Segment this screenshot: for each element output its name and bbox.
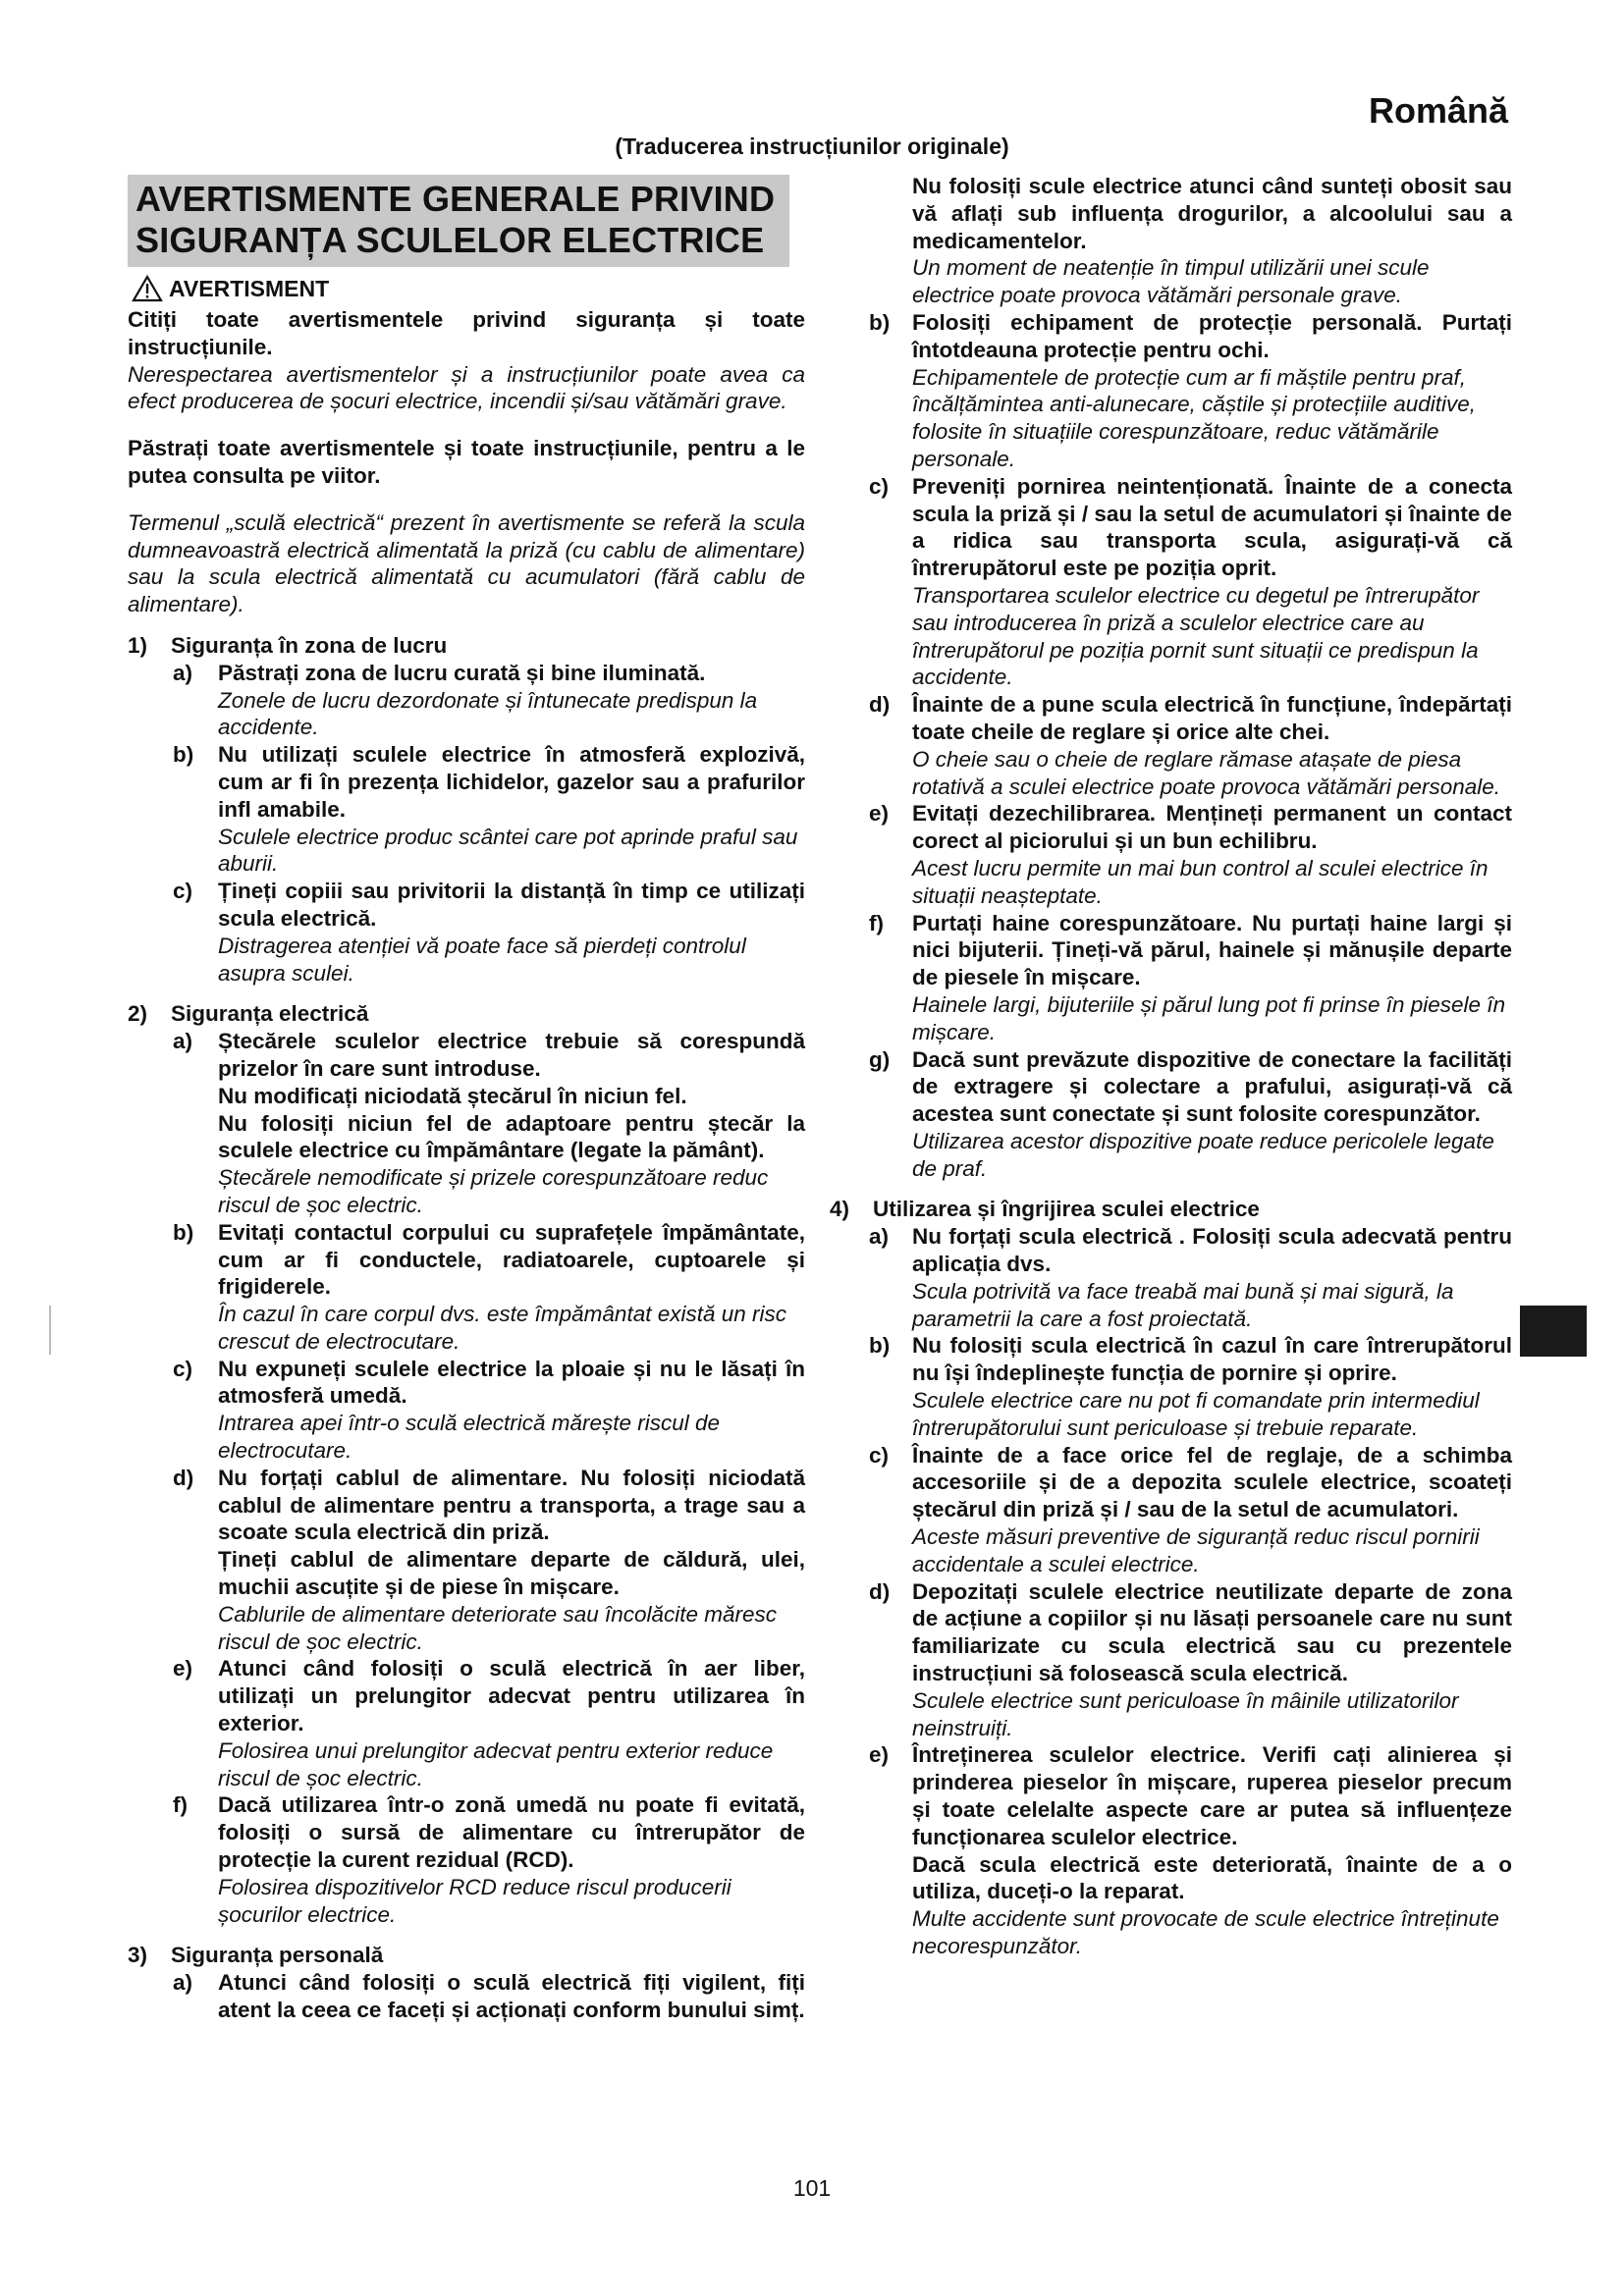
list-item: d) Înainte de a pune scula electrică în funcțiune, îndepărtați toate cheile de reglare și orice alte chei. O cheie sau o cheie de reglare rămase atașate de piesa rotativă a sculei electrice poate provoca vătămări personale.	[869, 692, 1512, 799]
list-item: a) Păstrați zona de lucru curată și bine iluminată. Zonele de lucru dezordonate și întunecate predispun la accidente.	[173, 660, 758, 740]
section-1-heading: 1) Siguranța în zona de lucru	[128, 632, 448, 658]
list-item: e) Întreținerea sculelor electrice. Verifi cați alinierea și prinderea pieselor în mișcare, ruperea pieselor precum și toate celelalte aspecte care ar putea să influențeze funcționarea sculelor electrice. Dacă scula electrică este deteriorată, înainte de a o utiliza, duceți-o la reparat. Multe accidente sunt provocate de scule electrice întreținute necorespunzător.	[869, 1742, 1512, 1958]
document-subtitle: (Traducerea instrucțiunilor originale)	[615, 133, 1009, 159]
list-item: f) Dacă utilizarea într-o zonă umedă nu poate fi evitată, folosiți o sursă de alimentare cu întrerupător de protecție la curent rezidual (RCD). Folosirea dispozitivelor RCD reduce riscul producerii șocurilor electrice.	[173, 1792, 805, 1927]
list-item: g) Dacă sunt prevăzute dispozitive de conectare la facilități de extragere și colectare a prafului, asigurați-vă că acestea sunt conectate și sunt folosite corespunzător. Utilizarea acestor dispozitive poate reduce pericolele legate de praf.	[869, 1046, 1512, 1181]
list-item: a) Nu forțați scula electrică . Folosiți scula adecvată pentru aplicația dvs. Scula potrivită va face treabă mai bună și mai sigură, la parametrii la care a fost proiectată.	[869, 1224, 1512, 1331]
section-4-heading: 4) Utilizarea și îngrijirea sculei electrice	[830, 1197, 1260, 1222]
section-title-line2: SIGURANȚA SCULELOR ELECTRICE	[135, 220, 765, 260]
list-item: c) Preveniți pornirea neintenționată. Înainte de a conecta scula la priză și / sau la setul de acumulatori și înainte de a ridica sau transporta scula, asigurați-vă că întrerupătorul este pe poziția oprit. Transportarea sculelor electrice cu degetul pe întrerupător sau introducerea în priză a sculelor electrice care au întrerupătorul pe poziția pornit sunt situații ce predispun la accidente.	[869, 473, 1512, 690]
list-item: c) Înainte de a face orice fel de reglaje, de a schimba accesoriile și de a depozita sculele electrice, scoateți ștecărul din priză și / sau de la setul de acumulatori. Aceste măsuri preventive de siguranță reduc riscul pornirii accidentale a sculei electrice.	[869, 1442, 1512, 1576]
section-title-box	[128, 175, 789, 267]
warning-heading	[128, 275, 805, 302]
list-item: e) Evitați dezechilibrarea. Mențineți permanent un contact corect al piciorului și un bun echilibru. Acest lucru permite un mai bun control al sculei electrice în situații neașteptate.	[869, 801, 1512, 908]
section-3-heading: 3) Siguranța personală	[128, 1943, 384, 1968]
list-item: b) Evitați contactul corpului cu suprafețele împământate, cum ar fi conductele, radiatoarele, cuptoarele și frigiderele. În cazul în care corpul dvs. este împământat există un risc crescut de electrocutare.	[173, 1219, 805, 1354]
list-item: b) Nu folosiți scula electrică în cazul în care întrerupătorul nu își îndeplinește funcția de pornire și oprire. Sculele electrice care nu pot fi comandate prin intermediul întrerupătorului sunt periculoase și trebuie reparate.	[869, 1333, 1512, 1440]
section-2-heading: 2) Siguranța electrică	[128, 1001, 369, 1027]
section-title-line1: AVERTISMENTE GENERALE PRIVIND	[135, 179, 776, 219]
list-item: d) Nu forțați cablul de alimentare. Nu folosiți niciodată cablul de alimentare pentru a transporta, a trage sau a scoate scula electrică din priză. Țineți cablul de alimentare departe de căldură, ulei, muchii ascuțite și de piese în mișcare. Cablurile de alimentare deteriorate sau încolăcite măresc riscul de șoc electric.	[173, 1465, 805, 1654]
failure-note: Nerespectarea avertismentelor și a instrucțiunilor poate avea ca efect producerea de șocuri electrice, incendii și/sau vătămări grave.	[128, 361, 805, 414]
list-item: c) Nu expuneți sculele electrice la ploaie și nu le lăsați în atmosferă umedă. Intrarea apei într-o sculă electrică mărește riscul de electrocutare.	[173, 1356, 805, 1464]
list-item: c) Țineți copiii sau privitorii la distanță în timp ce utilizați scula electrică. Distragerea atenției vă poate face să pierdeți controlul asupra sculei.	[173, 879, 805, 986]
right-column	[830, 173, 1512, 1960]
list-item: b) Folosiți echipament de protecție personală. Purtați întotdeauna protecție pentru ochi. Echipamentele de protecție cum ar fi măștile pentru praf, încălțămintea anti-alunecare, căștile și protecțiile auditive, folosite în situațiile corespunzătoare, reduc vătămările personale.	[869, 309, 1512, 471]
term-definition: Termenul „sculă electrică“ prezent în avertismente se referă la scula dumneavoastră electrică alimentată la priză (cu cablu de alimentare) sau la scula electrică alimentată cu acumulatori (fără cablu de alimentare).	[128, 509, 805, 617]
list-item-continued: Nu folosiți scule electrice atunci când sunteți obosit sau vă aflați sub influența drogurilor, a alcoolului sau a medicamentelor. Un moment de neatenție în timpul utilizării unei scule electrice poate provoca vătămări personale grave.	[912, 174, 1512, 308]
language-label: Română	[1368, 90, 1508, 131]
list-item: a) Ștecărele sculelor electrice trebuie să corespundă prizelor în care sunt introduse. Nu modificați niciodată ștecărul în niciun fel. Nu folosiți niciun fel de adaptoare pentru ștecăr la sculele electrice cu împământare (legate la pământ). Ștecărele nemodificate și prizele corespunzătoare reduc riscul de șoc electric.	[173, 1029, 805, 1217]
read-all-instructions: Citiți toate avertismentele privind siguranța și toate instrucțiunile.	[128, 307, 805, 359]
language-tab-marker	[1520, 1306, 1587, 1357]
list-item: a) Atunci când folosiți o sculă electrică fiți vigilent, fiți atent la ceea ce faceți și acționați conform bunului simț.	[173, 1970, 805, 2023]
list-item: b) Nu utilizați sculele electrice în atmosferă explozivă, cum ar fi în prezența lichidelor, gazelor sau a prafurilor infl amabile. Sculele electrice produc scântei care pot aprinde praful sau aburii.	[173, 742, 805, 877]
list-item: e) Atunci când folosiți o sculă electrică în aer liber, utilizați un prelungitor adecvat pentru utilizarea în exterior. Folosirea unui prelungitor adecvat pentru exterior reduce riscul de șoc electric.	[173, 1656, 805, 1790]
list-item: f) Purtați haine corespunzătoare. Nu purtați haine largi și nici bijuterii. Țineți-vă părul, hainele și mănușile departe de piesele în mișcare. Hainele largi, bijuteriile și părul lung pot fi prinse în piesele în mișcare.	[869, 910, 1512, 1044]
warning-triangle-icon	[132, 275, 163, 302]
warning-label: AVERTISMENT	[169, 275, 330, 301]
list-item: d) Depozitați sculele electrice neutilizate departe de zona de acțiune a copiilor și nu lăsați persoanele care nu sunt familiarizate cu scula electrică sau cu prezentele instrucțiuni să folosească scula electrică. Sculele electrice sunt periculoase în mâinile utilizatorilor neinstruiți.	[869, 1578, 1512, 1740]
margin-mark	[49, 1306, 51, 1355]
page-number: 101	[792, 2175, 832, 2201]
keep-instructions: Păstrați toate avertismentele și toate instrucțiunile, pentru a le putea consulta pe viitor.	[128, 436, 805, 488]
left-column	[128, 175, 805, 2024]
